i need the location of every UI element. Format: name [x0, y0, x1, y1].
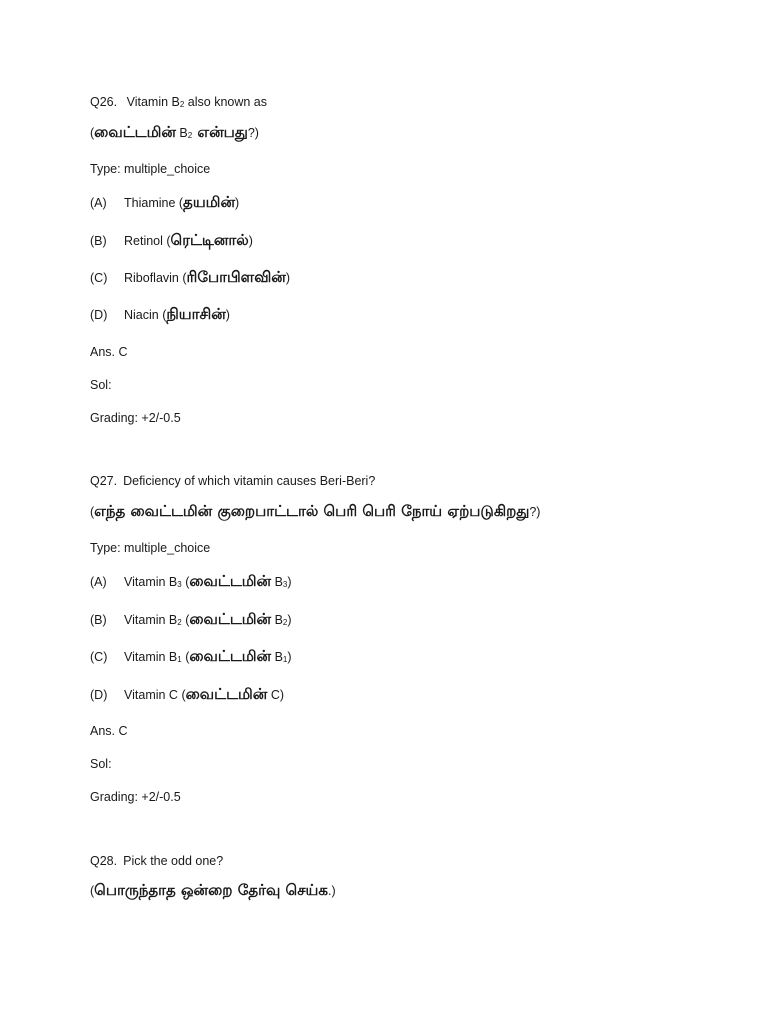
- question-27-tamil: (எந்த வைட்டமின் குறைபாட்டால் பெரி பெரி நோய் ஏற்படுகிறது?): [90, 502, 541, 520]
- q26-solution: Sol:: [90, 378, 112, 392]
- q26-option-c: (C) Riboflavin (ரிபோபிளவின்): [90, 268, 290, 286]
- q27-option-a: (A) Vitamin B3 (வைட்டமின் B3): [90, 572, 292, 590]
- q27-grading: Grading: +2/-0.5: [90, 790, 181, 804]
- question-26-type: Type: multiple_choice: [90, 162, 211, 176]
- q27-option-d: (D) Vitamin C (வைட்டமின் C): [90, 685, 285, 703]
- q27-option-b: (B) Vitamin B2 (வைட்டமின் B2): [90, 610, 292, 628]
- q26-option-a: (A) Thiamine (தயமின்): [90, 193, 240, 211]
- q27-answer: Ans. C: [90, 724, 128, 738]
- question-26-title: Q26. Vitamin B2 also known as: [90, 95, 267, 109]
- q26-answer: Ans. C: [90, 345, 128, 359]
- question-28-tamil: (பொருந்தாத ஒன்றை தேர்வு செய்க.): [90, 881, 336, 899]
- question-27-type: Type: multiple_choice: [90, 541, 211, 555]
- q26-option-d: (D) Niacin (நியாசின்): [90, 305, 230, 323]
- q26-grading: Grading: +2/-0.5: [90, 411, 181, 425]
- q26-option-b: (B) Retinol (ரெட்டினால்): [90, 231, 253, 249]
- question-26-tamil: (வைட்டமின் B2 என்பது?): [90, 123, 259, 141]
- question-28-title: Q28. Pick the odd one?: [90, 854, 224, 868]
- q27-option-c: (C) Vitamin B1 (வைட்டமின் B1): [90, 647, 292, 665]
- question-27-title: Q27. Deficiency of which vitamin causes Beri-Beri?: [90, 474, 376, 488]
- q27-solution: Sol:: [90, 757, 112, 771]
